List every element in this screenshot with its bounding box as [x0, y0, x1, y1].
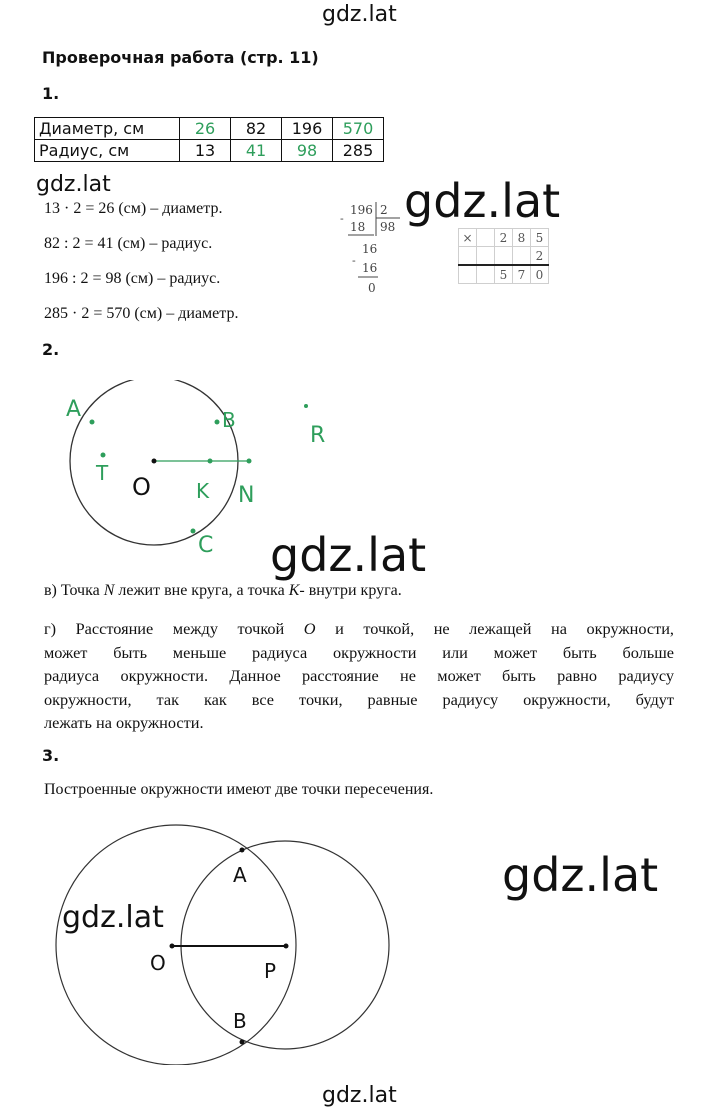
answer-v: [44, 582, 402, 600]
watermark-large: gdz.lat: [270, 528, 427, 582]
point-c: [191, 529, 196, 534]
point-t: [101, 453, 106, 458]
division-remainder: 16: [362, 242, 378, 256]
solution-line: 196 : 2 = 98 (см) – радиус.: [44, 270, 221, 287]
row-label: Радиус, см: [35, 140, 180, 162]
circle-diagram: [40, 380, 380, 580]
point-r: [304, 404, 308, 408]
solution-line: 13 · 2 = 26 (см) – диаметр.: [44, 200, 223, 217]
table-cell: 82: [231, 118, 282, 140]
row-label: Диаметр, см: [35, 118, 180, 140]
mul-digit: 8: [513, 229, 531, 247]
label-n: N: [238, 483, 255, 508]
table-cell: 285: [333, 140, 384, 162]
mul-sign: ×: [459, 229, 477, 247]
table-cell: 26: [180, 118, 231, 140]
label-b: B: [233, 1009, 247, 1033]
watermark-bottom: gdz.lat: [322, 1083, 397, 1108]
label-t: T: [96, 461, 109, 485]
page-title: Проверочная работа (стр. 11): [42, 48, 319, 67]
solution-line: 285 · 2 = 570 (см) – диаметр.: [44, 305, 239, 322]
table-cell: 41: [231, 140, 282, 162]
task3-text: Построенные окружности имеют две точки пересечения.: [44, 781, 434, 798]
division-remainder: 0: [368, 281, 376, 295]
point-b: [240, 1040, 245, 1045]
answer-g: [44, 617, 674, 735]
answer-text: и точкой, не лежащей на окружности,: [315, 619, 675, 638]
point-n: [247, 459, 252, 464]
division-step: 18: [350, 220, 366, 234]
answer-text: г) Расстояние между точкой: [44, 619, 304, 638]
label-r: R: [310, 423, 326, 448]
watermark-large: gdz.lat: [502, 848, 659, 902]
division-step: 16: [362, 261, 378, 275]
mul-digit: 7: [513, 265, 531, 284]
answer-text: - внутри круга.: [299, 582, 402, 599]
point-name: N: [103, 582, 115, 599]
table-row: [35, 140, 384, 162]
table-cell: 98: [282, 140, 333, 162]
label-k: K: [196, 479, 210, 503]
table-cell: 570: [333, 118, 384, 140]
mul-digit: 2: [531, 247, 549, 266]
watermark-medium: gdz.lat: [62, 900, 164, 935]
intersecting-circles-diagram: [40, 820, 400, 1065]
answer-line: радиуса окружности. Данное расстояние не может быть равно радиусу: [44, 666, 674, 685]
center-point: [152, 459, 157, 464]
long-division: [338, 198, 408, 298]
diameter-radius-table: [34, 117, 384, 162]
label-a: A: [233, 863, 247, 887]
answer-line: лежать на окружности.: [44, 713, 204, 732]
mul-digit: 0: [531, 265, 549, 284]
table-cell: 13: [180, 140, 231, 162]
watermark-large: gdz.lat: [404, 174, 561, 228]
mul-digit: 5: [495, 265, 513, 284]
mul-digit: 2: [495, 229, 513, 247]
minus-sign: -: [340, 212, 344, 225]
point-k: [208, 459, 213, 464]
table-cell: 196: [282, 118, 333, 140]
task3-number: 3.: [42, 746, 60, 765]
label-b: B: [222, 408, 236, 432]
point-b: [215, 420, 220, 425]
mul-digit: 5: [531, 229, 549, 247]
multiplication-grid: [458, 228, 549, 284]
label-a: A: [66, 397, 82, 422]
label-o: O: [132, 473, 151, 501]
division-divisor: 2: [380, 203, 388, 217]
point-a: [90, 420, 95, 425]
point-p: [284, 944, 289, 949]
task1-number: 1.: [42, 84, 60, 103]
answer-text: в) Точка: [44, 582, 104, 599]
point-a: [240, 848, 245, 853]
answer-text: лежит вне круга, а точка: [114, 582, 289, 599]
division-quotient: 98: [380, 220, 396, 234]
watermark-small: gdz.lat: [36, 172, 111, 197]
point-name: O: [303, 619, 316, 638]
solution-line: 82 : 2 = 41 (см) – радиус.: [44, 235, 213, 252]
division-dividend: 196: [350, 203, 373, 217]
table-row: [35, 118, 384, 140]
point-name: K: [288, 582, 300, 599]
answer-line: окружности, так как все точки, равные радиусу окружности, будут: [44, 689, 674, 709]
minus-sign: -: [352, 254, 356, 267]
task2-number: 2.: [42, 340, 60, 359]
label-c: C: [198, 533, 214, 558]
point-o: [170, 944, 175, 949]
answer-line: может быть меньше радиуса окружности или может быть больше: [44, 642, 674, 662]
label-p: P: [264, 959, 277, 983]
watermark-top: gdz.lat: [322, 2, 397, 27]
label-o: O: [150, 951, 166, 975]
